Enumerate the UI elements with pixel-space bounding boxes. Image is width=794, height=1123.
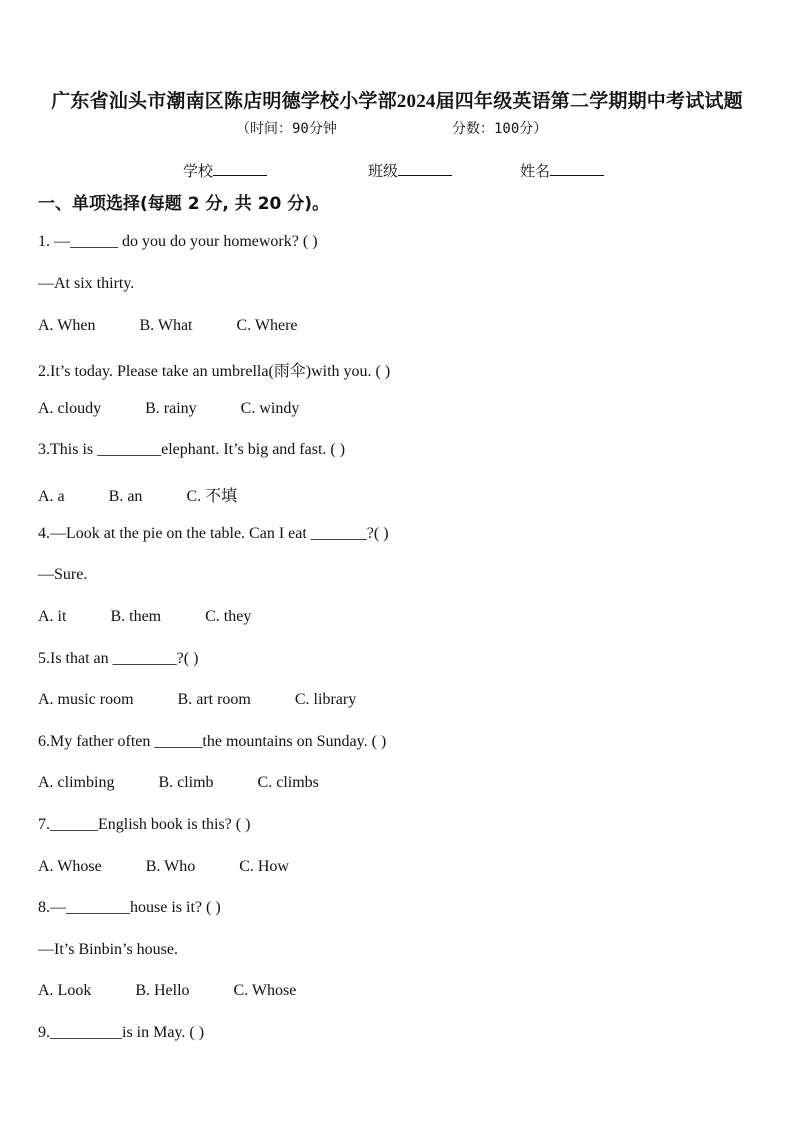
question-5-options xyxy=(38,691,400,709)
class-blank xyxy=(398,159,452,176)
option-b: B. climb xyxy=(158,774,214,791)
question-3-stem: 3.This is ________elephant. It’s big and fast. ( ) xyxy=(38,441,346,458)
section-title: 一、单项选择(每题 2 分, 共 20 分)。 xyxy=(38,194,330,214)
question-4-stem: 4.—Look at the pie on the table. Can I eat _______?( ) xyxy=(38,525,389,542)
question-2-options xyxy=(38,400,343,418)
name-field xyxy=(520,159,604,181)
option-c: C. climbs xyxy=(257,774,319,791)
class-label: 班级 xyxy=(368,162,399,180)
option-b: B. rainy xyxy=(145,400,197,417)
exam-score: 分数：100分） xyxy=(452,121,548,137)
option-b: B. What xyxy=(139,317,193,334)
exam-title: 广东省汕头市潮南区陈店明德学校小学部2024届四年级英语第二学期期中考试试题 xyxy=(51,91,743,112)
school-field xyxy=(183,159,267,181)
option-a: A. Whose xyxy=(38,858,102,875)
option-c: C. Where xyxy=(236,317,298,334)
option-c: C. they xyxy=(205,608,252,625)
question-1-options xyxy=(38,317,342,335)
name-label: 姓名 xyxy=(520,162,551,180)
option-a: A. a xyxy=(38,488,65,505)
option-c: C. How xyxy=(239,858,289,875)
question-1-stem: 1. —______ do you do your homework? ( ) xyxy=(38,233,318,250)
question-8-options xyxy=(38,982,340,1000)
option-b: B. Hello xyxy=(135,982,190,999)
question-6-stem: 6.My father often ______the mountains on Sunday. ( ) xyxy=(38,733,387,750)
question-8-reply: —It’s Binbin’s house. xyxy=(38,941,179,958)
student-fields xyxy=(0,159,794,181)
option-b: B. an xyxy=(108,488,143,505)
option-b: B. Who xyxy=(145,858,196,875)
question-3-options xyxy=(38,483,281,506)
option-a: A. music room xyxy=(38,691,134,708)
option-c: C. windy xyxy=(240,400,300,417)
option-a: A. Look xyxy=(38,982,92,999)
question-7-stem: 7.______English book is this? ( ) xyxy=(38,816,251,833)
question-7-options xyxy=(38,858,333,876)
option-c: C. 不填 xyxy=(186,488,238,505)
option-c: C. Whose xyxy=(233,982,297,999)
question-5-stem: 5.Is that an ________?( ) xyxy=(38,650,199,667)
question-1-reply: —At six thirty. xyxy=(38,275,135,292)
name-blank xyxy=(550,159,604,176)
option-b: B. them xyxy=(110,608,162,625)
question-2-stem: 2.It’s today. Please take an umbrella(雨伞)with you. ( ) xyxy=(38,363,391,380)
option-a: A. When xyxy=(38,317,96,334)
option-a: A. it xyxy=(38,608,67,625)
question-6-options xyxy=(38,774,363,792)
school-blank xyxy=(213,159,267,176)
option-c: C. library xyxy=(294,691,357,708)
option-b: B. art room xyxy=(177,691,251,708)
question-8-stem: 8.—________house is it? ( ) xyxy=(38,899,221,916)
option-a: A. cloudy xyxy=(38,400,102,417)
question-4-reply: —Sure. xyxy=(38,566,88,583)
question-9-stem: 9._________is in May. ( ) xyxy=(38,1024,205,1041)
school-label: 学校 xyxy=(183,162,214,180)
question-4-options xyxy=(38,608,295,626)
exam-info xyxy=(0,118,794,138)
class-field xyxy=(368,159,452,181)
option-a: A. climbing xyxy=(38,774,115,791)
exam-time: （时间：90分钟 xyxy=(236,121,337,137)
